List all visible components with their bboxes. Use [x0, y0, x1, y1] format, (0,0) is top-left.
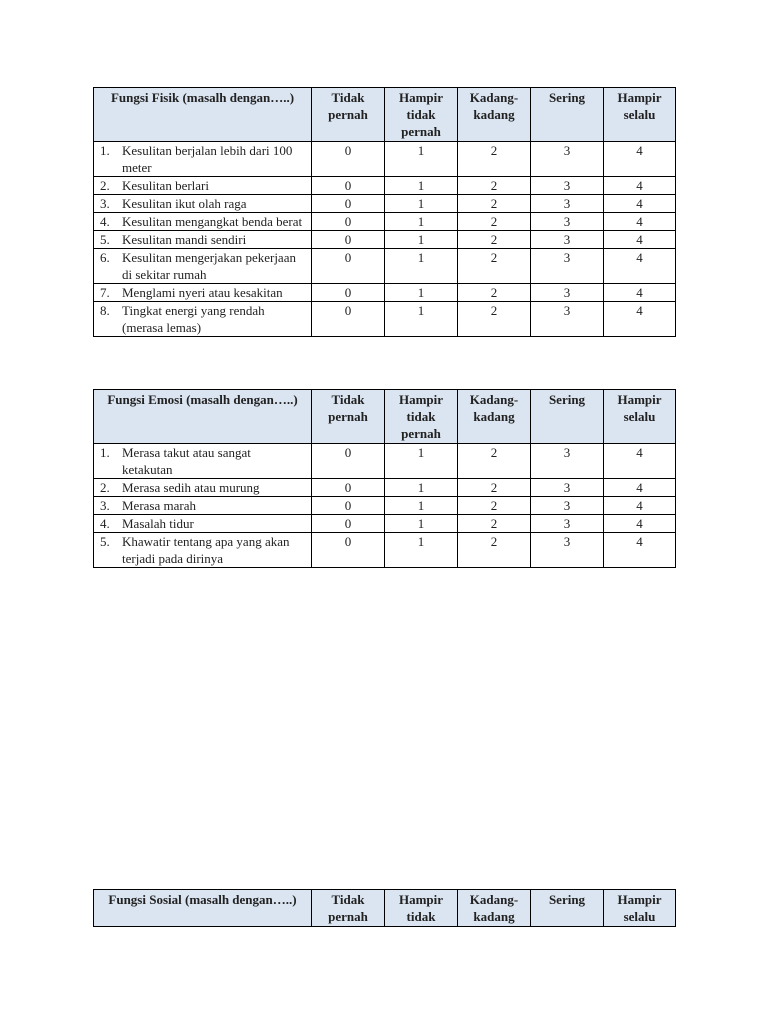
column-header: Hampir tidak pernah: [385, 88, 458, 142]
score-cell: 2: [458, 444, 531, 479]
item-number: 5.: [100, 534, 110, 549]
score-cell: 4: [604, 533, 676, 568]
column-header: Kadang-kadang: [458, 390, 531, 444]
score-cell: 4: [604, 444, 676, 479]
item-text: Kesulitan berjalan lebih dari 100 meter: [122, 143, 293, 175]
score-cell: 0: [312, 302, 385, 337]
score-cell: 2: [458, 515, 531, 533]
item-number: 6.: [100, 250, 110, 265]
item-cell: [94, 444, 312, 479]
table-row: [94, 231, 676, 249]
item-cell: [94, 515, 312, 533]
score-cell: 2: [458, 195, 531, 213]
score-cell: 1: [385, 302, 458, 337]
header-row: [94, 890, 676, 927]
column-header: Hampir selalu: [604, 390, 676, 444]
item-number: 5.: [100, 232, 110, 247]
item-text: Khawatir tentang apa yang akan terjadi pada dirinya: [122, 534, 290, 566]
score-cell: 2: [458, 213, 531, 231]
section-title: Fungsi Fisik (masalh dengan…..): [94, 88, 312, 142]
item-cell: [94, 177, 312, 195]
score-cell: 3: [531, 213, 604, 231]
table-body: [94, 390, 676, 568]
item-number: 3.: [100, 196, 110, 211]
score-cell: 4: [604, 479, 676, 497]
score-cell: 3: [531, 444, 604, 479]
item-number: 8.: [100, 303, 110, 318]
column-header: Tidak pernah: [312, 88, 385, 142]
score-cell: 2: [458, 497, 531, 515]
score-cell: 1: [385, 444, 458, 479]
score-cell: 0: [312, 195, 385, 213]
score-cell: 2: [458, 231, 531, 249]
score-cell: 3: [531, 515, 604, 533]
score-cell: 3: [531, 533, 604, 568]
score-cell: 3: [531, 302, 604, 337]
score-cell: 4: [604, 231, 676, 249]
score-cell: 0: [312, 177, 385, 195]
table-row: [94, 284, 676, 302]
score-cell: 4: [604, 177, 676, 195]
section-title: Fungsi Emosi (masalh dengan…..): [94, 390, 312, 444]
column-header: Tidak pernah: [312, 390, 385, 444]
score-cell: 1: [385, 515, 458, 533]
score-cell: 4: [604, 213, 676, 231]
score-cell: 4: [604, 249, 676, 284]
score-cell: 2: [458, 284, 531, 302]
score-cell: 2: [458, 177, 531, 195]
table-row: [94, 515, 676, 533]
score-cell: 4: [604, 284, 676, 302]
score-cell: 1: [385, 195, 458, 213]
item-cell: [94, 284, 312, 302]
item-text: Menglami nyeri atau kesakitan: [122, 285, 283, 300]
table-row: [94, 177, 676, 195]
item-cell: [94, 497, 312, 515]
column-header: Sering: [531, 390, 604, 444]
item-number: 2.: [100, 178, 110, 193]
score-cell: 1: [385, 249, 458, 284]
column-header: Kadang-kadang: [458, 88, 531, 142]
score-cell: 0: [312, 213, 385, 231]
score-cell: 3: [531, 231, 604, 249]
score-cell: 3: [531, 249, 604, 284]
score-cell: 4: [604, 497, 676, 515]
score-cell: 1: [385, 284, 458, 302]
score-cell: 1: [385, 479, 458, 497]
column-header: Tidak pernah: [312, 890, 385, 927]
item-text: Merasa takut atau sangat ketakutan: [122, 445, 251, 477]
item-cell: [94, 195, 312, 213]
score-cell: 0: [312, 284, 385, 302]
item-cell: [94, 231, 312, 249]
score-cell: 4: [604, 515, 676, 533]
physical-function-table: [93, 87, 676, 337]
score-cell: 0: [312, 497, 385, 515]
item-cell: [94, 533, 312, 568]
score-cell: 3: [531, 195, 604, 213]
table-body: [94, 890, 676, 927]
item-number: 1.: [100, 143, 110, 158]
score-cell: 1: [385, 231, 458, 249]
score-cell: 2: [458, 533, 531, 568]
column-header: Hampir tidak: [385, 890, 458, 927]
table-row: [94, 533, 676, 568]
item-text: Tingkat energi yang rendah (merasa lemas): [122, 303, 265, 335]
column-header: Hampir selalu: [604, 88, 676, 142]
item-number: 3.: [100, 498, 110, 513]
emotional-function-table: [93, 389, 676, 568]
header-row: [94, 88, 676, 142]
item-cell: [94, 479, 312, 497]
item-text: Kesulitan mengangkat benda berat: [122, 214, 303, 229]
item-number: 1.: [100, 445, 110, 460]
score-cell: 1: [385, 497, 458, 515]
item-cell: [94, 249, 312, 284]
score-cell: 2: [458, 249, 531, 284]
item-number: 4.: [100, 516, 110, 531]
score-cell: 0: [312, 231, 385, 249]
score-cell: 2: [458, 302, 531, 337]
table-row: [94, 479, 676, 497]
column-header: Sering: [531, 890, 604, 927]
score-cell: 2: [458, 142, 531, 177]
column-header: Hampir tidak pernah: [385, 390, 458, 444]
table-row: [94, 195, 676, 213]
score-cell: 3: [531, 284, 604, 302]
item-number: 7.: [100, 285, 110, 300]
score-cell: 4: [604, 142, 676, 177]
score-cell: 0: [312, 479, 385, 497]
table-row: [94, 142, 676, 177]
score-cell: 0: [312, 444, 385, 479]
score-cell: 1: [385, 177, 458, 195]
item-cell: [94, 142, 312, 177]
item-number: 2.: [100, 480, 110, 495]
score-cell: 1: [385, 213, 458, 231]
item-cell: [94, 213, 312, 231]
table-row: [94, 213, 676, 231]
score-cell: 1: [385, 142, 458, 177]
score-cell: 1: [385, 533, 458, 568]
score-cell: 3: [531, 142, 604, 177]
header-row: [94, 390, 676, 444]
score-cell: 3: [531, 479, 604, 497]
item-text: Kesulitan ikut olah raga: [122, 196, 247, 211]
score-cell: 2: [458, 479, 531, 497]
item-text: Masalah tidur: [122, 516, 194, 531]
score-cell: 0: [312, 249, 385, 284]
column-header: Hampir selalu: [604, 890, 676, 927]
column-header: Kadang-kadang: [458, 890, 531, 927]
table-body: [94, 88, 676, 337]
table-row: [94, 249, 676, 284]
table-row: [94, 497, 676, 515]
item-text: Merasa marah: [122, 498, 196, 513]
column-header: Sering: [531, 88, 604, 142]
score-cell: 0: [312, 533, 385, 568]
score-cell: 3: [531, 177, 604, 195]
score-cell: 4: [604, 302, 676, 337]
score-cell: 0: [312, 142, 385, 177]
item-text: Kesulitan mandi sendiri: [122, 232, 247, 247]
table-row: [94, 444, 676, 479]
score-cell: 4: [604, 195, 676, 213]
item-cell: [94, 302, 312, 337]
table-row: [94, 302, 676, 337]
score-cell: 3: [531, 497, 604, 515]
item-text: Merasa sedih atau murung: [122, 480, 260, 495]
item-text: Kesulitan mengerjakan pekerjaan di sekitar rumah: [122, 250, 296, 282]
item-number: 4.: [100, 214, 110, 229]
score-cell: 0: [312, 515, 385, 533]
item-text: Kesulitan berlari: [122, 178, 209, 193]
social-function-table: [93, 889, 676, 927]
section-title: Fungsi Sosial (masalh dengan…..): [94, 890, 312, 927]
